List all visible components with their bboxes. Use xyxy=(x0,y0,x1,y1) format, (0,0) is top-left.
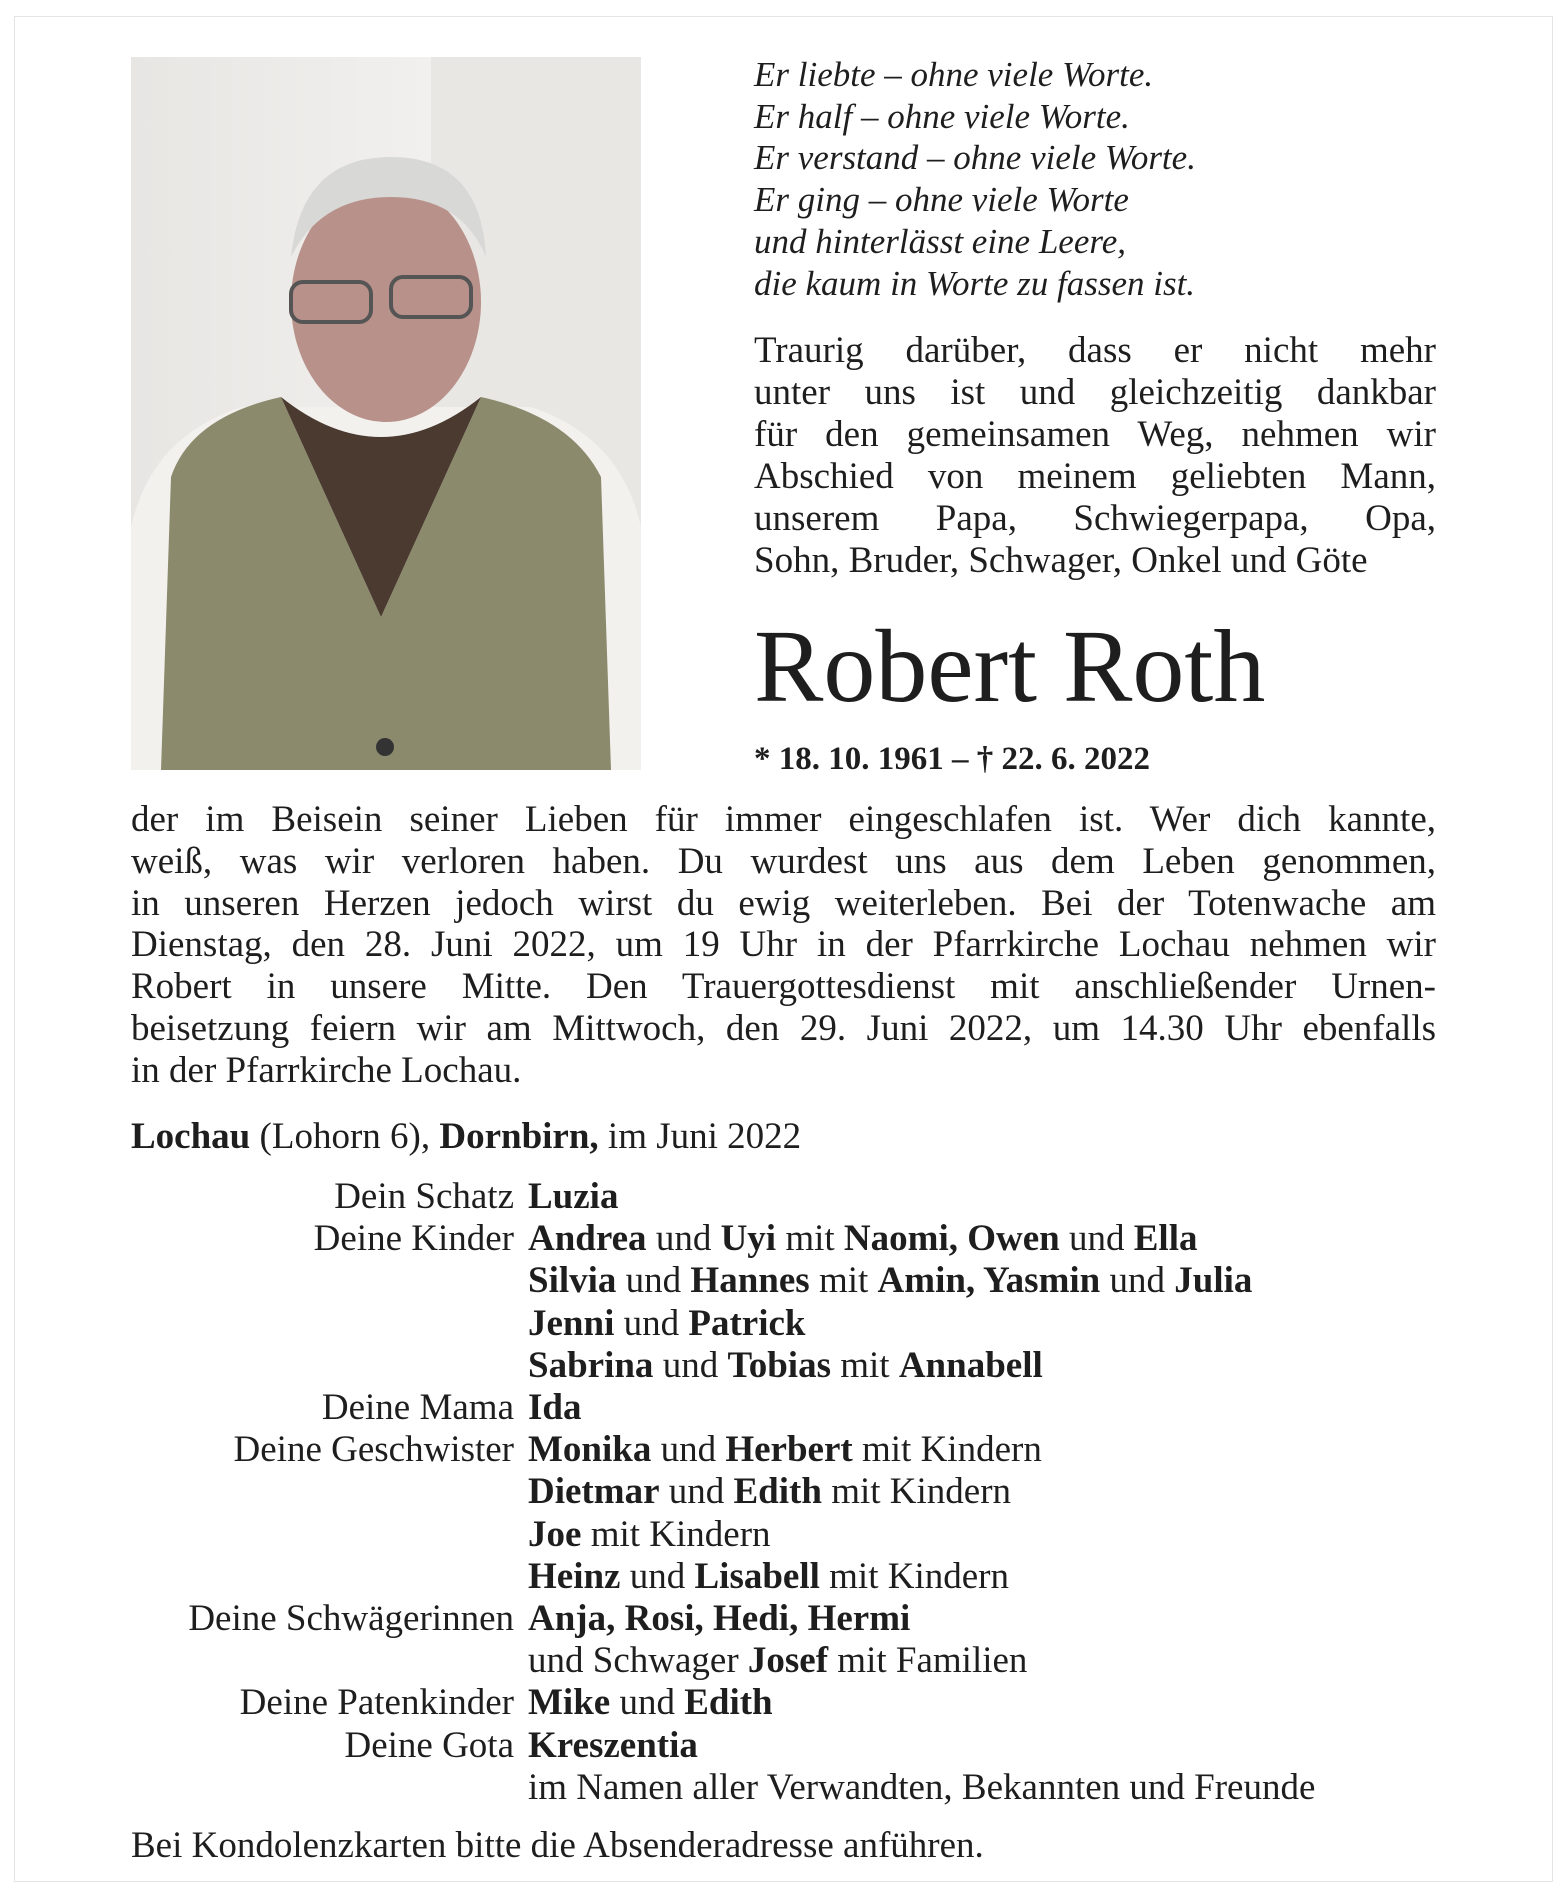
mourner-name: Herbert xyxy=(725,1429,853,1471)
poem-line: Er half – ohne viele Worte. xyxy=(754,96,1130,136)
connector-text: und xyxy=(653,1344,728,1386)
connector-text: mit xyxy=(830,1344,899,1386)
mourner-names xyxy=(528,1598,910,1640)
connector-text: mit xyxy=(809,1260,878,1302)
connector-text: und xyxy=(616,1260,691,1302)
mourner-name: Tobias xyxy=(727,1344,831,1386)
relation-label xyxy=(131,1767,528,1809)
portrait-photo xyxy=(131,57,641,770)
mourner-name: Amin, Yasmin xyxy=(877,1260,1101,1302)
intro-line: unserem Papa, Schwiegerpapa, Opa, xyxy=(754,498,1436,539)
mourner-name: Ella xyxy=(1133,1218,1198,1260)
mourner-names xyxy=(528,1471,1011,1513)
connector-text: mit Familien xyxy=(828,1640,1028,1682)
intro-paragraph xyxy=(754,330,1436,582)
mourner-names xyxy=(528,1640,1027,1682)
relation-label: Deine Kinder xyxy=(313,1218,514,1260)
mourner-row xyxy=(131,1471,1315,1513)
mourner-row xyxy=(131,1218,1315,1260)
mourner-name: Luzia xyxy=(528,1176,619,1217)
place-date-line xyxy=(131,1116,801,1158)
connector-text: mit xyxy=(776,1218,844,1260)
mourner-name: Lisabell xyxy=(694,1555,820,1597)
poem xyxy=(754,54,1196,304)
mourner-row xyxy=(131,1429,1315,1471)
mourner-name: Hannes xyxy=(690,1260,810,1302)
portrait-illustration xyxy=(131,57,641,770)
mourner-name: Monika xyxy=(528,1429,652,1471)
relation-label xyxy=(131,1514,528,1556)
mourner-name: Joe xyxy=(528,1513,582,1555)
body-line: in unseren Herzen jedoch wirst du ewig weiterleben. Bei der Totenwache am xyxy=(131,882,1436,924)
funeral-details-paragraph xyxy=(131,799,1436,1092)
intro-line: Abschied von meinem geliebten Mann, xyxy=(754,456,1436,497)
place-town: Lochau xyxy=(131,1116,251,1157)
mourner-name: Patrick xyxy=(688,1302,806,1344)
mourner-row xyxy=(131,1767,1315,1809)
body-line: der im Beisein seiner Lieben für immer eingeschlafen ist. Wer dich kannte, xyxy=(131,799,1436,840)
connector-text: und xyxy=(1059,1218,1134,1260)
connector-text: im Namen aller Verwandten, Bekannten und Freunde xyxy=(528,1766,1316,1808)
mourner-row xyxy=(131,1260,1315,1302)
intro-line: unter uns ist und gleichzeitig dankbar xyxy=(754,372,1436,413)
relation-label xyxy=(131,1556,528,1598)
mourner-row xyxy=(131,1303,1315,1345)
footer-note: Bei Kondolenzkarten bitte die Absenderadresse anführen. xyxy=(131,1825,984,1866)
relation-label: Deine Gota xyxy=(344,1724,514,1766)
poem-line: Er verstand – ohne viele Worte. xyxy=(754,138,1196,178)
mourner-name: Ida xyxy=(528,1387,582,1429)
relation-label xyxy=(131,1260,528,1302)
relation-label xyxy=(131,1471,528,1513)
connector-text: und xyxy=(1100,1260,1175,1302)
poem-line: Er liebte – ohne viele Worte. xyxy=(754,55,1154,94)
relation-label: Deine Patenkinder xyxy=(239,1682,514,1724)
mourner-name: Silvia xyxy=(528,1260,617,1302)
mourner-names xyxy=(528,1387,581,1429)
mourner-names xyxy=(528,1556,1009,1598)
mourner-names xyxy=(528,1514,771,1556)
mourner-name: Edith xyxy=(733,1471,822,1513)
intro-line: Sohn, Bruder, Schwager, Onkel und Göte xyxy=(754,540,1368,581)
mourner-row xyxy=(131,1640,1315,1682)
mourner-name: Annabell xyxy=(898,1344,1043,1386)
mourner-names xyxy=(528,1345,1043,1387)
connector-text: mit Kindern xyxy=(819,1555,1009,1597)
body-line: Robert in unsere Mitte. Den Trauergottesdienst mit anschließender Urnen- xyxy=(131,966,1436,1008)
mourner-names xyxy=(528,1176,618,1218)
mourner-names xyxy=(528,1218,1197,1260)
life-dates: * 18. 10. 1961 – † 22. 6. 2022 xyxy=(754,741,1150,777)
mourner-name: Uyi xyxy=(720,1218,777,1260)
poem-line: und hinterlässt eine Leere, xyxy=(754,221,1126,261)
connector-text: und xyxy=(646,1218,721,1260)
deceased-name: Robert Roth xyxy=(754,609,1266,724)
relation-label xyxy=(131,1640,528,1682)
connector-text: und Schwager xyxy=(528,1640,748,1682)
mourner-name: Mike xyxy=(528,1682,611,1724)
poem-line: Er ging – ohne viele Worte xyxy=(754,180,1129,220)
mourner-name: Sabrina xyxy=(528,1344,654,1386)
mourner-name: Jenni xyxy=(528,1302,615,1344)
mourner-name: Edith xyxy=(684,1682,773,1724)
body-line: Dienstag, den 28. Juni 2022, um 19 Uhr in der Pfarrkirche Lochau nehmen wir xyxy=(131,924,1436,966)
body-line: in der Pfarrkirche Lochau. xyxy=(131,1049,522,1091)
connector-text: und xyxy=(610,1682,685,1724)
place-date: im Juni 2022 xyxy=(598,1116,802,1157)
mourner-names xyxy=(528,1682,773,1724)
poem-line: die kaum in Worte zu fassen ist. xyxy=(754,263,1196,303)
connector-text: mit Kindern xyxy=(821,1471,1012,1513)
relation-label: Dein Schatz xyxy=(334,1176,514,1217)
connector-text: mit Kindern xyxy=(581,1513,771,1555)
mourners-list xyxy=(131,1176,1315,1809)
mourner-row xyxy=(131,1345,1315,1387)
mourner-names xyxy=(528,1767,1315,1809)
connector-text: und xyxy=(659,1471,734,1513)
intro-line: Traurig darüber, dass er nicht mehr xyxy=(754,330,1436,371)
mourner-names xyxy=(528,1725,698,1767)
relation-label xyxy=(131,1303,528,1345)
mourner-row xyxy=(131,1682,1315,1724)
body-line: weiß, was wir verloren haben. Du wurdest uns aus dem Leben genommen, xyxy=(131,840,1436,882)
place-address: (Lohorn 6), xyxy=(250,1116,440,1157)
relation-label: Deine Mama xyxy=(321,1387,514,1429)
relation-label xyxy=(131,1345,528,1387)
mourner-name: Anja, Rosi, Hedi, Hermi xyxy=(528,1598,911,1640)
mourner-row xyxy=(131,1176,1315,1218)
mourner-name: Dietmar xyxy=(528,1471,660,1513)
mourner-row xyxy=(131,1725,1315,1767)
mourner-name: Andrea xyxy=(528,1218,647,1260)
mourner-row xyxy=(131,1556,1315,1598)
mourner-name: Kreszentia xyxy=(528,1724,698,1766)
connector-text: mit Kindern xyxy=(852,1429,1042,1471)
mourner-row xyxy=(131,1514,1315,1556)
mourner-name: Naomi, Owen xyxy=(843,1218,1060,1260)
mourner-name: Julia xyxy=(1174,1260,1253,1302)
mourner-names xyxy=(528,1260,1252,1302)
intro-line: für den gemeinsamen Weg, nehmen wir xyxy=(754,414,1436,455)
place-town2: Dornbirn, xyxy=(439,1116,599,1157)
mourner-row xyxy=(131,1598,1315,1640)
connector-text: und xyxy=(614,1302,689,1344)
mourner-row xyxy=(131,1387,1315,1429)
mourner-names xyxy=(528,1429,1042,1471)
relation-label: Deine Schwägerinnen xyxy=(188,1598,514,1640)
mourner-name: Heinz xyxy=(528,1555,621,1597)
mourner-names xyxy=(528,1303,805,1345)
connector-text: und xyxy=(651,1429,726,1471)
body-line: beisetzung feiern wir am Mittwoch, den 29. Juni 2022, um 14.30 Uhr ebenfalls xyxy=(131,1007,1436,1049)
mourner-name: Josef xyxy=(747,1640,829,1682)
connector-text: und xyxy=(620,1555,695,1597)
relation-label: Deine Geschwister xyxy=(233,1429,514,1471)
